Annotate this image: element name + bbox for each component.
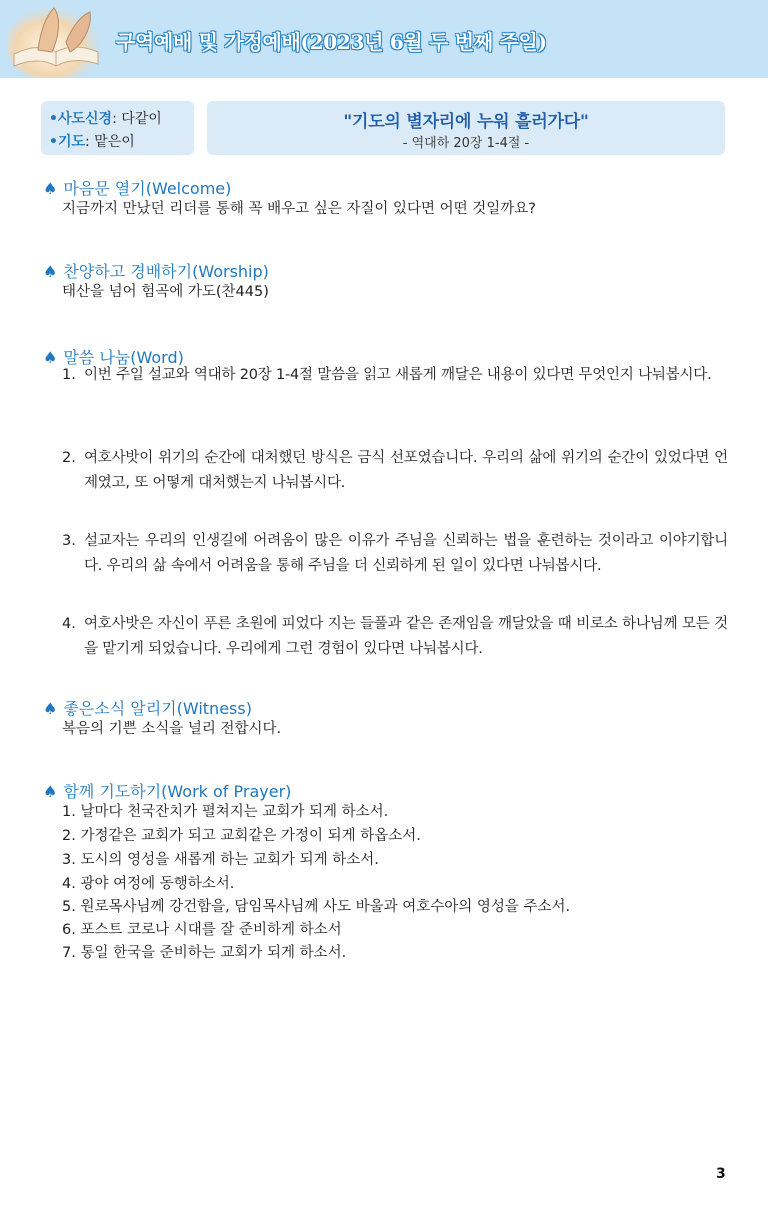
header-banner (0, 0, 768, 78)
word-question-1: 1. 이번 주일 설교와 역대하 20장 1-4절 말씀을 읽고 새롭게 깨달은 내용이 있다면 무엇인지 나눠봅시다. (62, 367, 712, 383)
prayer-line: •기도: 맡은이 (49, 134, 135, 150)
prayer-item: 5. 원로목사님께 강건함을, 담임목사님께 사도 바울과 여호수아의 영성을 주소서. (62, 899, 571, 915)
creed-value: : 다같이 (112, 111, 162, 127)
welcome-text: 지금까지 만났던 리더를 통해 꼭 배우고 싶은 자질이 있다면 어떤 것일까요? (62, 201, 536, 217)
section-witness-heading: ♠ 좋은소식 알리기(Witness) (43, 699, 252, 718)
scripture-reference: - 역대하 20장 1-4절 - (402, 136, 530, 151)
word-question-4: 4. 여호사밧은 자신이 푸른 초원에 피었다 지는 들풀과 같은 존재임을 깨달았을 때 비로소 하나님께 모든 것을 맡기게 되었습니다. 우리에게 그런 경험이 있다면 나눠봅시다. (62, 616, 728, 657)
prayer-item: 3. 도시의 영성을 새롭게 하는 교회가 되게 하소서. (62, 852, 379, 868)
spade-icon: ♠ (43, 179, 58, 198)
creed-line: •사도신경: 다같이 (49, 111, 162, 127)
witness-text: 복음의 기쁜 소식을 널리 전합시다. (62, 721, 282, 737)
prayer-label: 기도 (57, 134, 86, 150)
prayer-item: 4. 광야 여정에 동행하소서. (62, 876, 235, 892)
sermon-title: "기도의 별자리에 누워 흘러가다" (343, 112, 589, 132)
sermon-title-box (207, 101, 725, 155)
prayer-item: 7. 통일 한국을 준비하는 교회가 되게 하소서. (62, 945, 347, 961)
section-worship-heading: ♠ 찬양하고 경배하기(Worship) (43, 262, 269, 281)
spade-icon: ♠ (43, 699, 58, 718)
worship-order-box (41, 101, 194, 155)
praying-hands-bible-image (8, 2, 112, 78)
section-welcome-heading: ♠ 마음문 열기(Welcome) (43, 179, 232, 198)
page-title: 구역예배 및 가정예배(2023년 6월 두 번째 주일) (116, 30, 547, 54)
spade-icon: ♠ (43, 782, 58, 801)
prayer-value: : 맡은이 (85, 134, 135, 150)
worship-hymn: 태산을 넘어 험곡에 가도(찬445) (62, 284, 269, 300)
spade-icon: ♠ (43, 262, 58, 281)
spade-icon: ♠ (43, 348, 58, 367)
creed-label: 사도신경 (57, 111, 113, 127)
prayer-item: 6. 포스트 코로나 시대를 잘 준비하게 하소서 (62, 922, 342, 938)
page-number: 3 (716, 1166, 726, 1182)
prayer-item: 1. 날마다 천국잔치가 펼쳐지는 교회가 되게 하소서. (62, 804, 389, 820)
section-prayer-heading: ♠ 함께 기도하기(Work of Prayer) (43, 782, 292, 801)
section-word-heading: ♠ 말씀 나눔(Word) (43, 348, 184, 367)
word-question-3: 3. 설교자는 우리의 인생길에 어려움이 많은 이유가 주님을 신뢰하는 법을 훈련하는 것이라고 이야기합니다. 우리의 삶 속에서 어려움을 통해 주님을 더 신뢰하게 된 일이 있다면 나눠봅시다. (62, 533, 728, 574)
prayer-item: 2. 가정같은 교회가 되고 교회같은 가정이 되게 하옵소서. (62, 828, 421, 844)
word-question-2: 2. 여호사밧이 위기의 순간에 대처했던 방식은 금식 선포였습니다. 우리의 삶에 위기의 순간이 있었다면 언제였고, 또 어떻게 대처했는지 나눠봅시다. (62, 450, 728, 491)
